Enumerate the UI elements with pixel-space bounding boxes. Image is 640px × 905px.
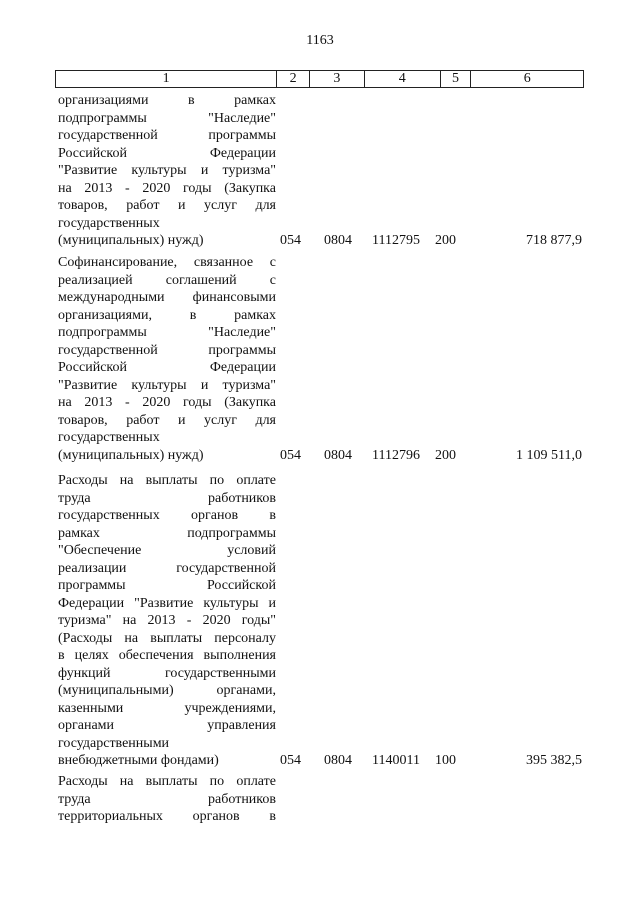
section-code: 0804 <box>324 233 352 248</box>
ministry-code: 054 <box>280 233 301 248</box>
description-line: на 2013 - 2020 годы (Закупка <box>58 395 276 410</box>
description-line: территориальных органов в <box>58 809 276 824</box>
description-line: "Развитие культуры и туризма" <box>58 377 276 393</box>
description-line: международными финансовыми <box>58 290 276 305</box>
description-line: подпрограммы "Наследие" <box>58 110 276 126</box>
description-line: на 2013 - 2020 годы (Закупка <box>58 180 276 196</box>
description-line: в целях обеспечения выполнения <box>58 648 276 663</box>
description-line: реализацией соглашений с <box>58 272 276 288</box>
description-line: государственной программы <box>58 342 276 358</box>
header-col-3: 3 <box>310 71 365 87</box>
description-line: "Развитие культуры и туризма" <box>58 163 276 178</box>
description-line: Расходы на выплаты по оплате <box>58 473 276 488</box>
description-line: (Расходы на выплаты персоналу <box>58 630 276 646</box>
description-line: "Обеспечение условий <box>58 543 276 558</box>
description-line: труда работников <box>58 490 276 506</box>
description-line: государственных органов в <box>58 508 276 523</box>
description-line: Расходы на выплаты по оплате <box>58 774 276 789</box>
header-col-2: 2 <box>277 71 310 87</box>
description-line: Российской Федерации <box>58 145 276 161</box>
row-description <box>58 254 276 464</box>
expense-type: 200 <box>435 233 456 248</box>
header-col-6: 6 <box>523 71 531 86</box>
amount: 1 109 511,0 <box>516 447 582 463</box>
amount: 395 382,5 <box>526 753 582 768</box>
description-line: функций государственными <box>58 665 276 681</box>
header-col-1: 1 <box>56 71 277 87</box>
description-line: государственных <box>58 430 160 445</box>
expense-type: 200 <box>435 447 456 463</box>
page-number: 1163 <box>306 33 334 48</box>
target-code: 1140011 <box>372 753 420 768</box>
description-line: Федерации "Развитие культуры и <box>58 595 276 611</box>
description-line: государственными <box>58 735 170 751</box>
row-description <box>58 773 276 826</box>
description-line: внебюджетными фондами) <box>58 753 219 768</box>
description-line: рамках подпрограммы <box>58 525 276 541</box>
description-line: (муниципальными) органами, <box>58 683 276 698</box>
section-code: 0804 <box>324 447 352 463</box>
description-line: организациями в рамках <box>58 93 276 108</box>
description-line: реализации государственной <box>58 560 276 576</box>
table-header <box>55 70 584 88</box>
description-line: товаров, работ и услуг для <box>58 198 276 213</box>
description-line: организациями, в рамках <box>58 307 276 323</box>
expense-type: 100 <box>435 753 456 768</box>
ministry-code: 054 <box>280 447 301 463</box>
amount: 718 877,9 <box>526 233 582 248</box>
row-description <box>58 472 276 770</box>
description-line: (муниципальных) нужд) <box>58 447 204 463</box>
header-col-5: 5 <box>441 71 472 87</box>
description-line: казенными учреждениями, <box>58 700 276 716</box>
description-line: туризма" на 2013 - 2020 годы" <box>58 613 276 628</box>
description-line: (муниципальных) нужд) <box>58 233 204 248</box>
description-line: программы Российской <box>58 578 276 593</box>
header-col-4: 4 <box>365 71 441 87</box>
description-line: органами управления <box>58 718 276 733</box>
row-description <box>58 92 276 250</box>
description-line: государственной программы <box>58 128 276 143</box>
description-line: государственных <box>58 215 160 231</box>
description-line: труда работников <box>58 791 276 807</box>
target-code: 1112796 <box>372 447 420 463</box>
description-line: товаров, работ и услуг для <box>58 412 276 428</box>
section-code: 0804 <box>324 753 352 768</box>
description-line: Российской Федерации <box>58 360 276 375</box>
description-line: Софинансирование, связанное с <box>58 255 276 270</box>
target-code: 1112795 <box>372 233 420 248</box>
ministry-code: 054 <box>280 753 301 768</box>
description-line: подпрограммы "Наследие" <box>58 325 276 340</box>
